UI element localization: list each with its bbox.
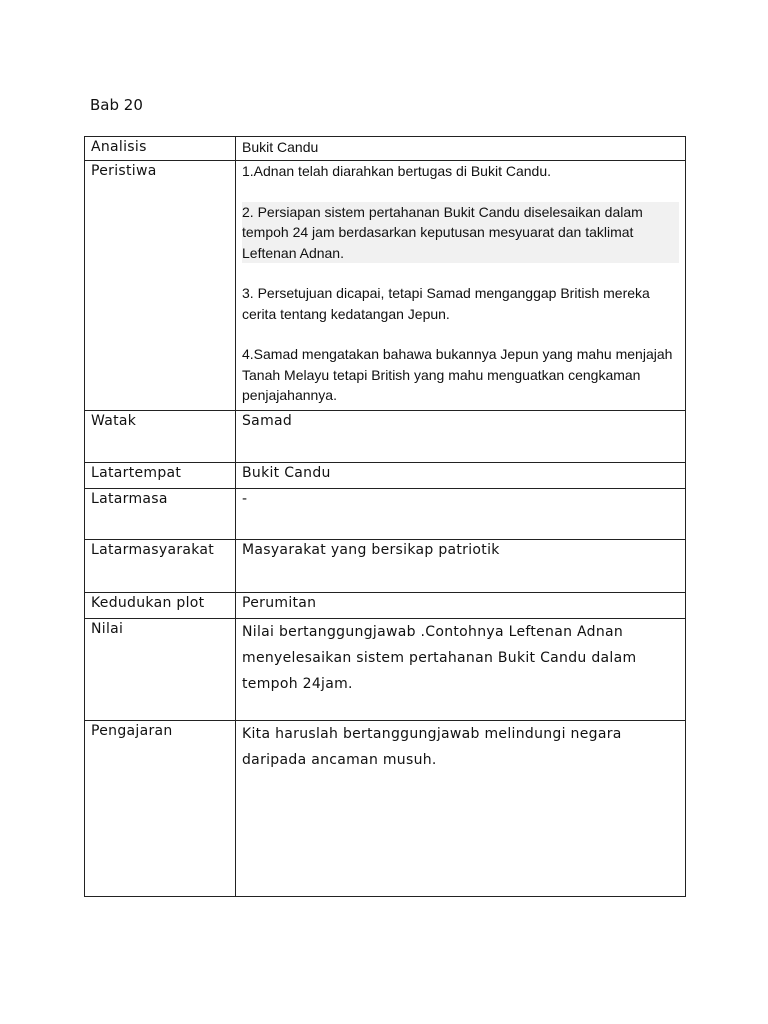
table-row (85, 489, 686, 540)
table-row (85, 540, 686, 593)
row-value: Kita haruslah bertanggungjawab melindungi negara daripada ancaman musuh. (236, 721, 686, 897)
row-value: - (236, 489, 686, 540)
event-paragraph: 1.Adnan telah diarahkan bertugas di Bukit Candu. (242, 163, 551, 179)
event-paragraph: 3. Persetujuan dicapai, tetapi Samad menganggap British mereka cerita tentang kedatangan Jepun. (242, 285, 650, 322)
row-label: Analisis (85, 137, 236, 161)
table-row (85, 137, 686, 161)
table-row (85, 411, 686, 463)
row-value: Bukit Candu (236, 463, 686, 489)
event-paragraph: 4.Samad mengatakan bahawa bukannya Jepun yang mahu menjajah Tanah Melayu tetapi British yang mahu menguatkan cengkaman penjajahannya. (242, 346, 673, 403)
event-paragraph: 2. Persiapan sistem pertahanan Bukit Candu diselesaikan dalam tempoh 24 jam berdasarkan keputusan mesyuarat dan taklimat Leftenan Adnan. (242, 202, 679, 264)
row-value: Samad (236, 411, 686, 463)
row-value: Perumitan (236, 593, 686, 619)
row-label: Latarmasa (85, 489, 236, 540)
row-label: Peristiwa (85, 161, 236, 411)
row-label: Watak (85, 411, 236, 463)
row-label: Pengajaran (85, 721, 236, 897)
row-value: Masyarakat yang bersikap patriotik (236, 540, 686, 593)
analysis-table (84, 136, 686, 897)
row-value: Bukit Candu (236, 137, 686, 161)
row-label: Nilai (85, 619, 236, 721)
table-row (85, 619, 686, 721)
table-row (85, 463, 686, 489)
table-row (85, 161, 686, 411)
row-label: Latartempat (85, 463, 236, 489)
page-title: Bab 20 (90, 96, 143, 114)
row-value (236, 161, 686, 411)
row-value: Nilai bertanggungjawab .Contohnya Leftenan Adnan menyelesaikan sistem pertahanan Bukit Candu dalam tempoh 24jam. (236, 619, 686, 721)
table-row (85, 593, 686, 619)
row-label: Kedudukan plot (85, 593, 236, 619)
row-label: Latarmasyarakat (85, 540, 236, 593)
table-row (85, 721, 686, 897)
